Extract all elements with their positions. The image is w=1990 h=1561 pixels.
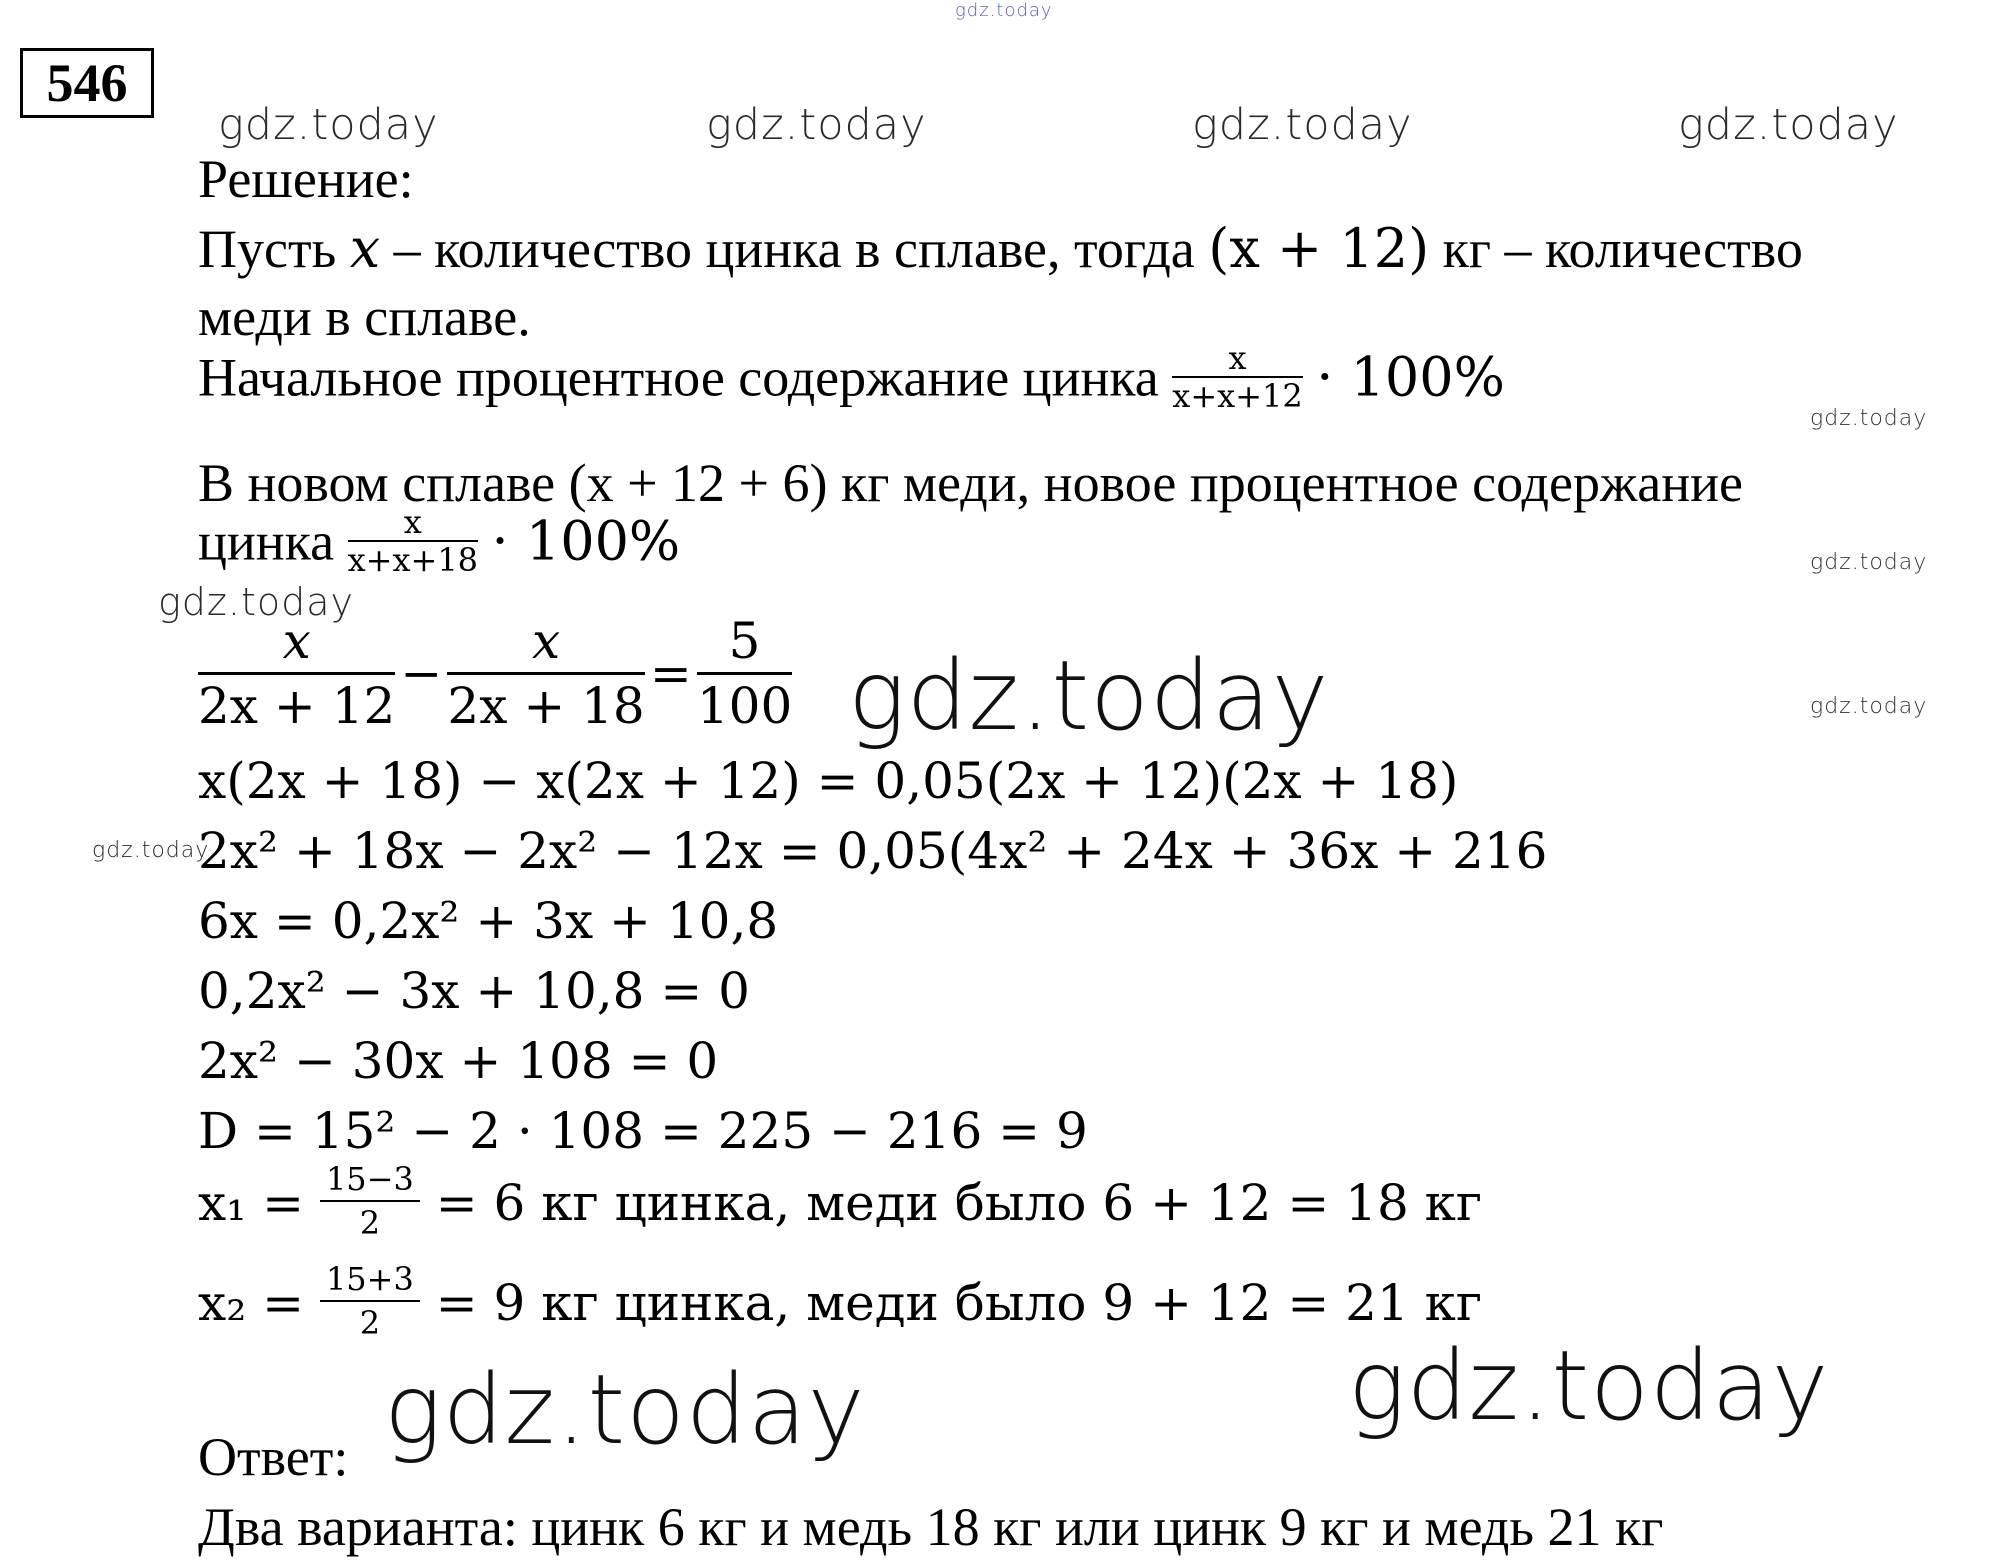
watermark-row-1: gdz.today (218, 100, 439, 150)
watermark-small-3: gdz.today (1810, 694, 1928, 719)
x1-lhs: x₁ = (198, 1174, 305, 1232)
watermark-small-1: gdz.today (1810, 406, 1928, 431)
watermark-big-2: gdz.today (1348, 1330, 1830, 1442)
p5-fraction (347, 503, 479, 579)
main-equation (198, 612, 792, 735)
paragraph-5 (198, 503, 681, 582)
paragraph-1 (198, 217, 1803, 280)
eq-f3-denominator: 100 (696, 677, 793, 735)
answer-text: Два варианта: цинк 6 кг и медь 18 кг или цинк 9 кг и медь 21 кг (198, 1497, 1664, 1557)
solution-heading: Решение: (198, 149, 414, 209)
solution-line-5: 2x² − 30x + 108 = 0 (198, 1032, 719, 1090)
eq-f1-numerator: x (198, 612, 395, 675)
paragraph-2: меди в сплаве. (198, 287, 531, 347)
solution-line-3: 6x = 0,2x² + 3x + 10,8 (198, 892, 779, 950)
p3-numerator: x (1172, 342, 1302, 378)
solution-line-4: 0,2x² − 3x + 10,8 = 0 (198, 962, 750, 1020)
p1-part-a: Пусть (198, 219, 337, 279)
watermark-big-3: gdz.today (384, 1354, 866, 1466)
p5-text: цинка (198, 511, 335, 572)
solution-line-1: x(2x + 18) − x(2x + 12) = 0,05(2x + 12)(2x + 18) (198, 752, 1459, 810)
eq-fraction-1 (198, 612, 395, 735)
p3-tail: · 100% (1316, 345, 1505, 409)
p5-denominator: x+x+18 (347, 541, 479, 579)
eq-equals: = (649, 644, 692, 703)
x1-fraction (320, 1160, 420, 1242)
problem-number: 546 (20, 48, 154, 118)
watermark-top: gdz.today (955, 0, 1053, 21)
eq-minus: − (400, 644, 443, 703)
eq-f2-denominator: 2x + 18 (447, 677, 645, 735)
p1-part-d: кг – количество (1442, 219, 1803, 279)
watermark-row-2: gdz.today (706, 100, 927, 150)
x2-numerator: 15+3 (320, 1260, 420, 1302)
x2-denominator: 2 (359, 1304, 381, 1342)
watermark-small-2: gdz.today (1810, 550, 1928, 575)
p3-fraction (1172, 339, 1303, 415)
watermark-left-1: gdz.today (158, 580, 354, 624)
root-x1 (198, 1160, 1483, 1248)
eq-f1-denominator: 2x + 12 (198, 677, 396, 735)
p5-tail: · 100% (491, 509, 681, 573)
x2-tail: = 9 кг цинка, меди было 9 + 12 = 21 кг (435, 1274, 1483, 1332)
x2-lhs: x₂ = (198, 1274, 305, 1332)
p3-denominator: x+x+12 (1172, 377, 1303, 415)
paragraph-4: В новом сплаве (x + 12 + 6) кг меди, новое процентное содержание (198, 453, 1744, 513)
paragraph-3 (198, 339, 1505, 418)
x1-tail: = 6 кг цинка, меди было 6 + 12 = 18 кг (435, 1174, 1483, 1232)
eq-fraction-3 (697, 612, 792, 735)
watermark-left-2: gdz.today (92, 838, 210, 863)
solution-line-2: 2x² + 18x − 2x² − 12x = 0,05(4x² + 24x + 36x + 216 (198, 822, 1548, 880)
x1-numerator: 15−3 (320, 1160, 420, 1202)
solution-line-6: D = 15² − 2 · 108 = 225 − 216 = 9 (198, 1102, 1088, 1160)
watermark-big-1: gdz.today (848, 640, 1330, 752)
p1-variable: x (349, 217, 381, 280)
eq-fraction-2 (447, 612, 644, 735)
eq-f3-numerator: 5 (697, 612, 792, 675)
eq-f2-numerator: x (447, 612, 644, 675)
p3-text: Начальное процентное содержание цинка (198, 347, 1159, 408)
watermark-row-4: gdz.today (1678, 100, 1899, 150)
answer-label: Ответ: (198, 1427, 349, 1487)
root-x2 (198, 1260, 1483, 1348)
p1-part-c: (x + 12) (1208, 217, 1430, 280)
watermark-row-3: gdz.today (1192, 100, 1413, 150)
p5-numerator: x (348, 506, 478, 542)
x1-denominator: 2 (359, 1204, 381, 1242)
p1-part-b: – количество цинка в сплаве, тогда (393, 219, 1195, 279)
x2-fraction (320, 1260, 420, 1342)
